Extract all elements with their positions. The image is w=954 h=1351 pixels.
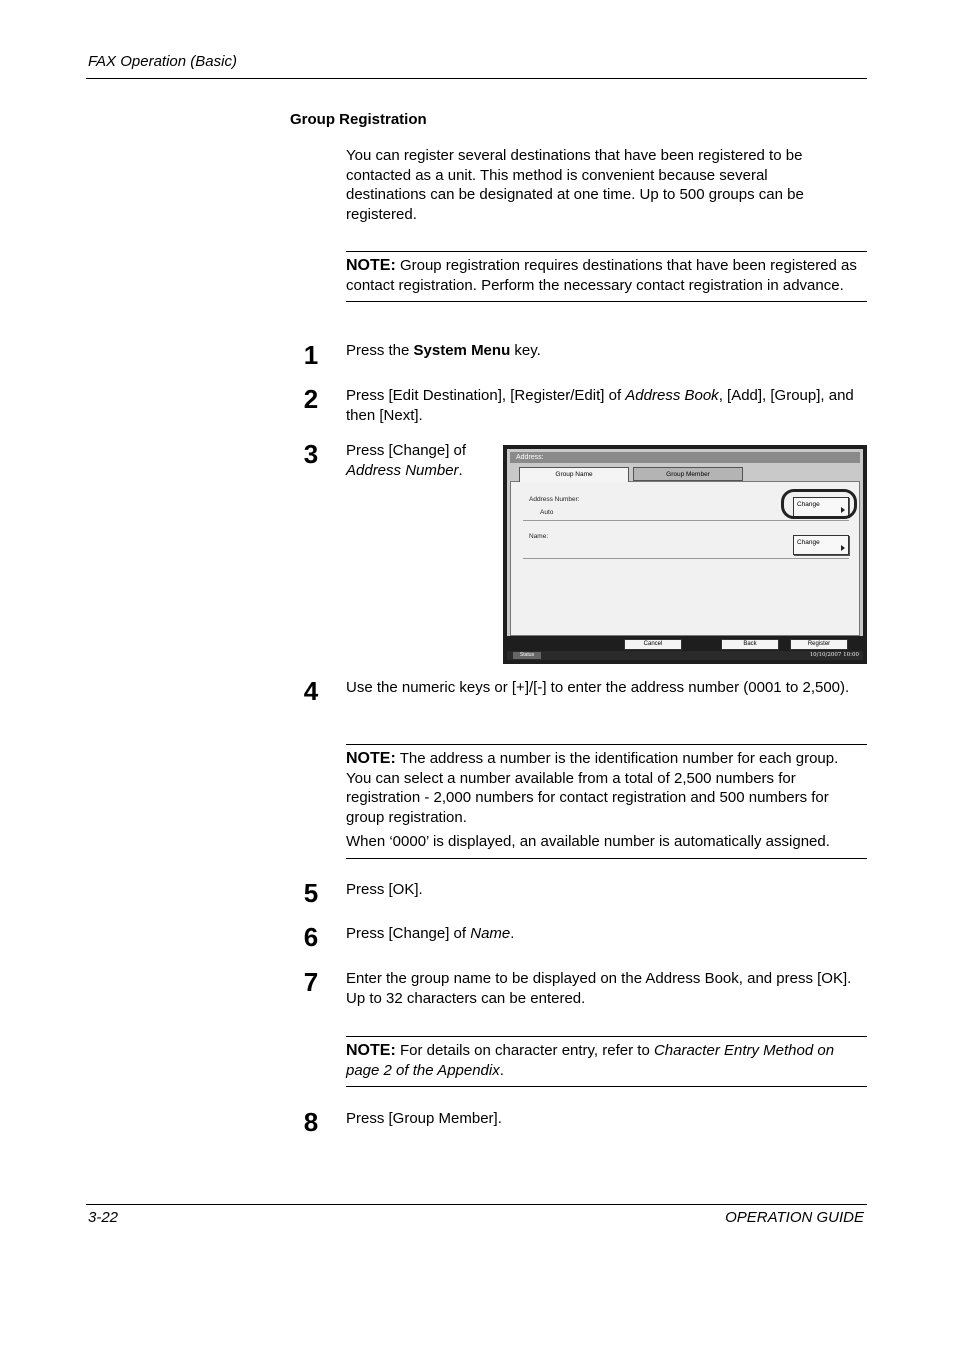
- button-label: Change: [797, 501, 820, 508]
- back-button[interactable]: Back: [721, 639, 779, 650]
- step-text-1: [346, 341, 867, 361]
- field-divider: [523, 558, 849, 559]
- step-text-3: [346, 441, 486, 480]
- screen-title-bar: Address:: [510, 452, 860, 463]
- status-button[interactable]: Status: [513, 652, 541, 659]
- step-number-4: 4: [303, 676, 319, 706]
- step-number-6: 6: [303, 922, 319, 952]
- address-number-value: Auto: [540, 509, 554, 516]
- note-box-2: [346, 744, 867, 859]
- step-text-part: .: [458, 461, 463, 479]
- button-label: Change: [797, 539, 820, 546]
- step-text-4: Use the numeric keys or [+]/[-] to enter the address number (0001 to 2,500).: [346, 679, 850, 696]
- screen-content: [510, 481, 860, 636]
- note-paragraph: When ‘0000’ is displayed, an available number is automatically assigned.: [346, 833, 830, 850]
- note-paragraph: [346, 749, 867, 827]
- menu-name: Address Book: [625, 387, 719, 404]
- step-text-part: .: [510, 925, 515, 942]
- step-number-3: 3: [303, 439, 319, 469]
- key-name: System Menu: [413, 342, 511, 359]
- step-text-part: Press [Change] of: [346, 925, 471, 942]
- note-label: NOTE:: [346, 750, 396, 767]
- note-text: For details on character entry, refer to: [399, 1042, 654, 1059]
- step-text-6: [346, 924, 867, 944]
- step-text-part: Press the: [346, 342, 414, 359]
- step-number-8: 8: [303, 1107, 319, 1137]
- field-name: Name: [470, 925, 511, 942]
- note-box-3: [346, 1036, 867, 1087]
- arrow-right-icon: [841, 545, 845, 551]
- note-label: NOTE:: [346, 1042, 396, 1059]
- step-number-2: 2: [303, 384, 319, 414]
- note-text: The address a number is the identification number for each group. You can select a number available from a total of 2,500 numbers for registration - 2,000 numbers for contact registration and 500 numbers for group registration.: [346, 750, 839, 826]
- step-text-5: Press [OK].: [346, 881, 423, 898]
- name-label: Name:: [529, 533, 549, 540]
- note-label: NOTE:: [346, 257, 396, 274]
- running-header: FAX Operation (Basic): [88, 53, 237, 70]
- step-number-7: 7: [303, 967, 319, 997]
- cancel-button[interactable]: Cancel: [624, 639, 682, 650]
- step-text-part: Press [Change] of: [346, 442, 467, 459]
- screen-inner: [507, 449, 863, 660]
- step-text-part: , [Add], [Group], and then [Next].: [346, 387, 854, 424]
- field-name: Address Number: [346, 461, 459, 479]
- page-number: 3-22: [88, 1209, 119, 1226]
- status-datetime: 10/10/2007 10:00: [809, 652, 859, 658]
- section-title: Group Registration: [290, 111, 427, 128]
- intro-paragraph: You can register several destinations that have been registered to be contacted as a unit. This method is convenient because several destinations can be designated at one time. Up to 500 groups can be registered.: [346, 147, 804, 223]
- field-divider: [523, 520, 849, 521]
- change-name-button[interactable]: [793, 535, 849, 555]
- note-box-1: [346, 251, 867, 302]
- step-text-7: Enter the group name to be displayed on the Address Book, and press [OK]. Up to 32 characters can be entered.: [346, 970, 852, 1007]
- step-number-5: 5: [303, 878, 319, 908]
- step-text-8: Press [Group Member].: [346, 1110, 502, 1127]
- step-text-2: [346, 386, 867, 425]
- step-text-part: Press [Edit Destination], [Register/Edit] of: [346, 387, 626, 404]
- status-bar: [507, 651, 863, 660]
- screen-panel: [503, 445, 867, 664]
- header-rule: [86, 78, 867, 79]
- screen-button-bar: [507, 636, 863, 651]
- tab-group-name[interactable]: Group Name: [519, 467, 629, 482]
- cross-reference: Character Entry Method on page 2 of the Appendix: [346, 1042, 835, 1079]
- footer-guide-title: OPERATION GUIDE: [725, 1209, 864, 1226]
- register-button[interactable]: Register: [790, 639, 848, 650]
- step-text-part: key.: [510, 342, 541, 359]
- step-number-1: 1: [303, 340, 319, 370]
- highlight-ring: [781, 489, 857, 519]
- tab-group-member[interactable]: Group Member: [633, 467, 743, 481]
- address-number-label: Address Number:: [529, 496, 580, 503]
- footer-rule: [86, 1204, 867, 1205]
- note-text: .: [499, 1061, 504, 1079]
- note-text: Group registration requires destinations that have been registered as contact registration. Perform the necessary contact registration in advance.: [346, 257, 857, 294]
